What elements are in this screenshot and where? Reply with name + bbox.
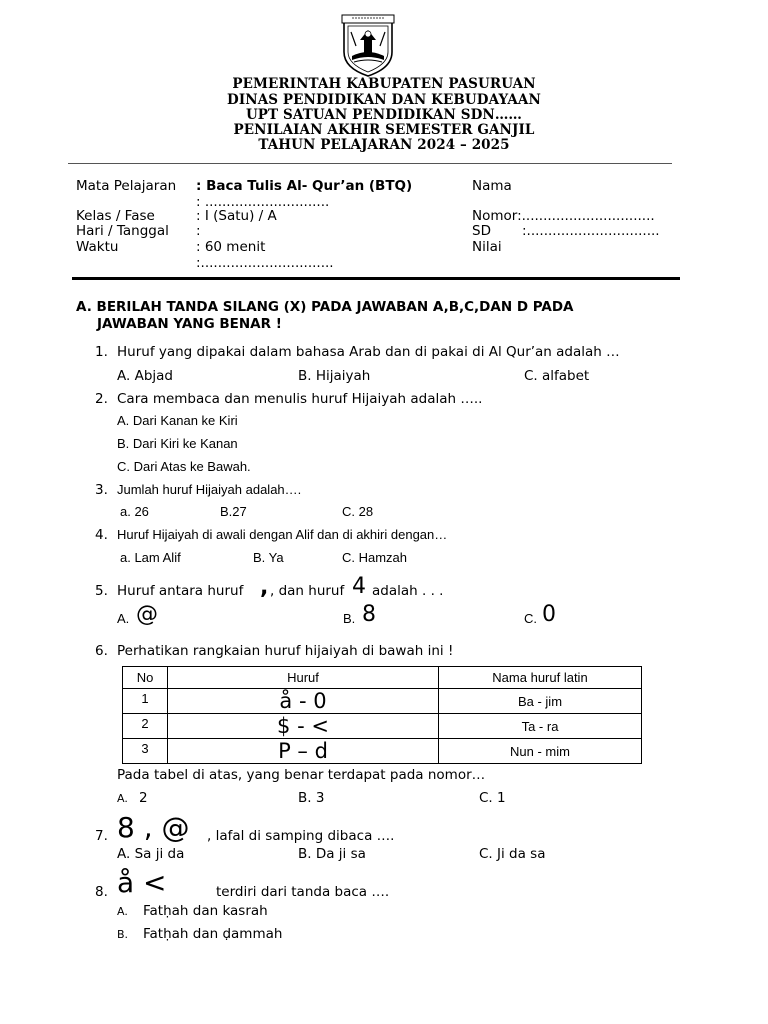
q3-option-b: B.27 — [220, 504, 247, 519]
nilai-label: Nilai — [472, 239, 502, 255]
waktu-label: Waktu — [76, 239, 119, 255]
q6-option-a-value: 2 — [139, 790, 148, 806]
table-cell-huruf: $ - < — [168, 714, 439, 739]
q8-number: 8. — [95, 884, 108, 900]
section-title-line-1: A. BERILAH TANDA SILANG (X) PADA JAWABAN A,B,C,DAN D PADA — [76, 299, 574, 315]
table-header-no: No — [123, 667, 168, 689]
q2-option-b: B. Dari Kiri ke Kanan — [117, 436, 238, 451]
q1-option-b: B. Hijaiyah — [298, 368, 371, 384]
q4-text: Huruf Hijaiyah di awali dengan Alif dan di akhiri dengan… — [117, 527, 448, 542]
table-cell-nama: Nun - mim — [439, 739, 642, 764]
q8-option-b-label: B. — [117, 928, 129, 941]
q3-text: Jumlah huruf Hijaiyah adalah…. — [117, 482, 302, 497]
q1-text: Huruf yang dipakai dalam bahasa Arab dan di pakai di Al Qur’an adalah … — [117, 344, 620, 360]
q7-number: 7. — [95, 828, 108, 844]
table-cell-no: 1 — [123, 689, 168, 714]
q8-option-b: Fatḥah dan ḍammah — [143, 926, 283, 942]
table-row — [123, 714, 642, 739]
q7-text: , lafal di samping dibaca …. — [207, 828, 395, 844]
q5-option-b-glyph: 8 — [362, 602, 376, 627]
kelas-label: Kelas / Fase — [76, 208, 155, 224]
header-divider — [68, 163, 672, 164]
q3-number: 3. — [95, 482, 108, 498]
q6-option-c: C. 1 — [479, 790, 506, 806]
q3-option-c: C. 28 — [342, 504, 374, 519]
table-row — [123, 739, 642, 764]
q5-option-c-glyph: 0 — [542, 602, 556, 627]
q6-text: Perhatikan rangkaian huruf hijaiyah di bawah ini ! — [117, 643, 454, 659]
header-line-2: DINAS PENDIDIKAN DAN KEBUDAYAAN — [227, 92, 541, 108]
hari-label: Hari / Tanggal — [76, 223, 169, 239]
nomor-label: Nomor:............................... — [472, 208, 655, 224]
sd-label: SD — [472, 223, 491, 239]
q6-number: 6. — [95, 643, 108, 659]
q5-option-a-glyph: @ — [136, 602, 158, 627]
nama-value: : ............................. — [196, 194, 330, 210]
q3-option-a: a. 26 — [120, 504, 149, 519]
q5-option-c-label: C. — [524, 611, 537, 626]
mapel-label: Mata Pelajaran — [76, 178, 177, 194]
table-cell-huruf: P – d — [168, 739, 439, 764]
regency-emblem-logo — [338, 12, 398, 78]
q5-option-a-label: A. — [117, 611, 130, 626]
q4-option-a: a. Lam Alif — [120, 550, 181, 565]
q5-number: 5. — [95, 583, 108, 599]
q7-option-b: B. Da ji sa — [298, 846, 366, 862]
kelas-value: : I (Satu) / A — [196, 208, 277, 224]
table-cell-huruf: å - 0 — [168, 689, 439, 714]
q7-glyphs: 8 , @ — [117, 811, 190, 844]
mapel-value: : Baca Tulis Al- Qur’an (BTQ) — [196, 178, 413, 194]
table-cell-no: 3 — [123, 739, 168, 764]
header-line-1: PEMERINTAH KABUPATEN PASURUAN — [232, 76, 536, 92]
q5-glyph-2: 4 — [352, 574, 366, 599]
q5-text-2: , dan huruf — [270, 583, 345, 599]
nama-label: Nama — [472, 178, 512, 194]
q6-option-b: B. 3 — [298, 790, 325, 806]
hijaiyah-table — [122, 666, 642, 764]
q2-number: 2. — [95, 391, 108, 407]
q8-option-a: Fatḥah dan kasrah — [143, 903, 268, 919]
table-cell-nama: Ta - ra — [439, 714, 642, 739]
q1-option-a: A. Abjad — [117, 368, 173, 384]
q5-option-b-label: B. — [343, 611, 356, 626]
q6-option-a-label: A. — [117, 792, 128, 805]
waktu-value: : 60 menit — [196, 239, 266, 255]
table-header-row — [123, 667, 642, 689]
q2-option-a: A. Dari Kanan ke Kiri — [117, 413, 238, 428]
hari-value: : — [196, 223, 201, 239]
q8-option-a-label: A. — [117, 905, 128, 918]
header-line-3: UPT SATUAN PENDIDIKAN SDN…… — [245, 107, 523, 123]
table-cell-nama: Ba - jim — [439, 689, 642, 714]
q1-number: 1. — [95, 344, 108, 360]
sd-value: :............................... — [522, 223, 660, 239]
info-divider — [72, 277, 680, 280]
header-line-4: PENILAIAN AKHIR SEMESTER GANJIL — [233, 122, 535, 138]
q5-glyph-1: , — [260, 575, 269, 600]
q8-glyphs: å < — [117, 866, 167, 899]
q2-option-c: C. Dari Atas ke Bawah. — [117, 459, 251, 474]
table-header-nama: Nama huruf latin — [439, 667, 642, 689]
q4-number: 4. — [95, 527, 108, 543]
nilai-value: :............................... — [196, 255, 334, 271]
q2-text: Cara membaca dan menulis huruf Hijaiyah adalah ….. — [117, 391, 483, 407]
q8-text: terdiri dari tanda baca …. — [216, 884, 390, 900]
q7-option-c: C. Ji da sa — [479, 846, 546, 862]
q7-option-a: A. Sa ji da — [117, 846, 185, 862]
header-line-5: TAHUN PELAJARAN 2024 – 2025 — [258, 137, 510, 153]
section-title-line-2: JAWABAN YANG BENAR ! — [97, 316, 282, 332]
q5-text-1: Huruf antara huruf — [117, 583, 244, 599]
q5-text-3: adalah . . . — [372, 583, 444, 599]
q1-option-c: C. alfabet — [524, 368, 590, 384]
table-row — [123, 689, 642, 714]
table-header-huruf: Huruf — [168, 667, 439, 689]
q6-followup: Pada tabel di atas, yang benar terdapat pada nomor… — [117, 767, 486, 783]
q4-option-c: C. Hamzah — [342, 550, 408, 565]
table-cell-no: 2 — [123, 714, 168, 739]
q4-option-b: B. Ya — [253, 550, 284, 565]
